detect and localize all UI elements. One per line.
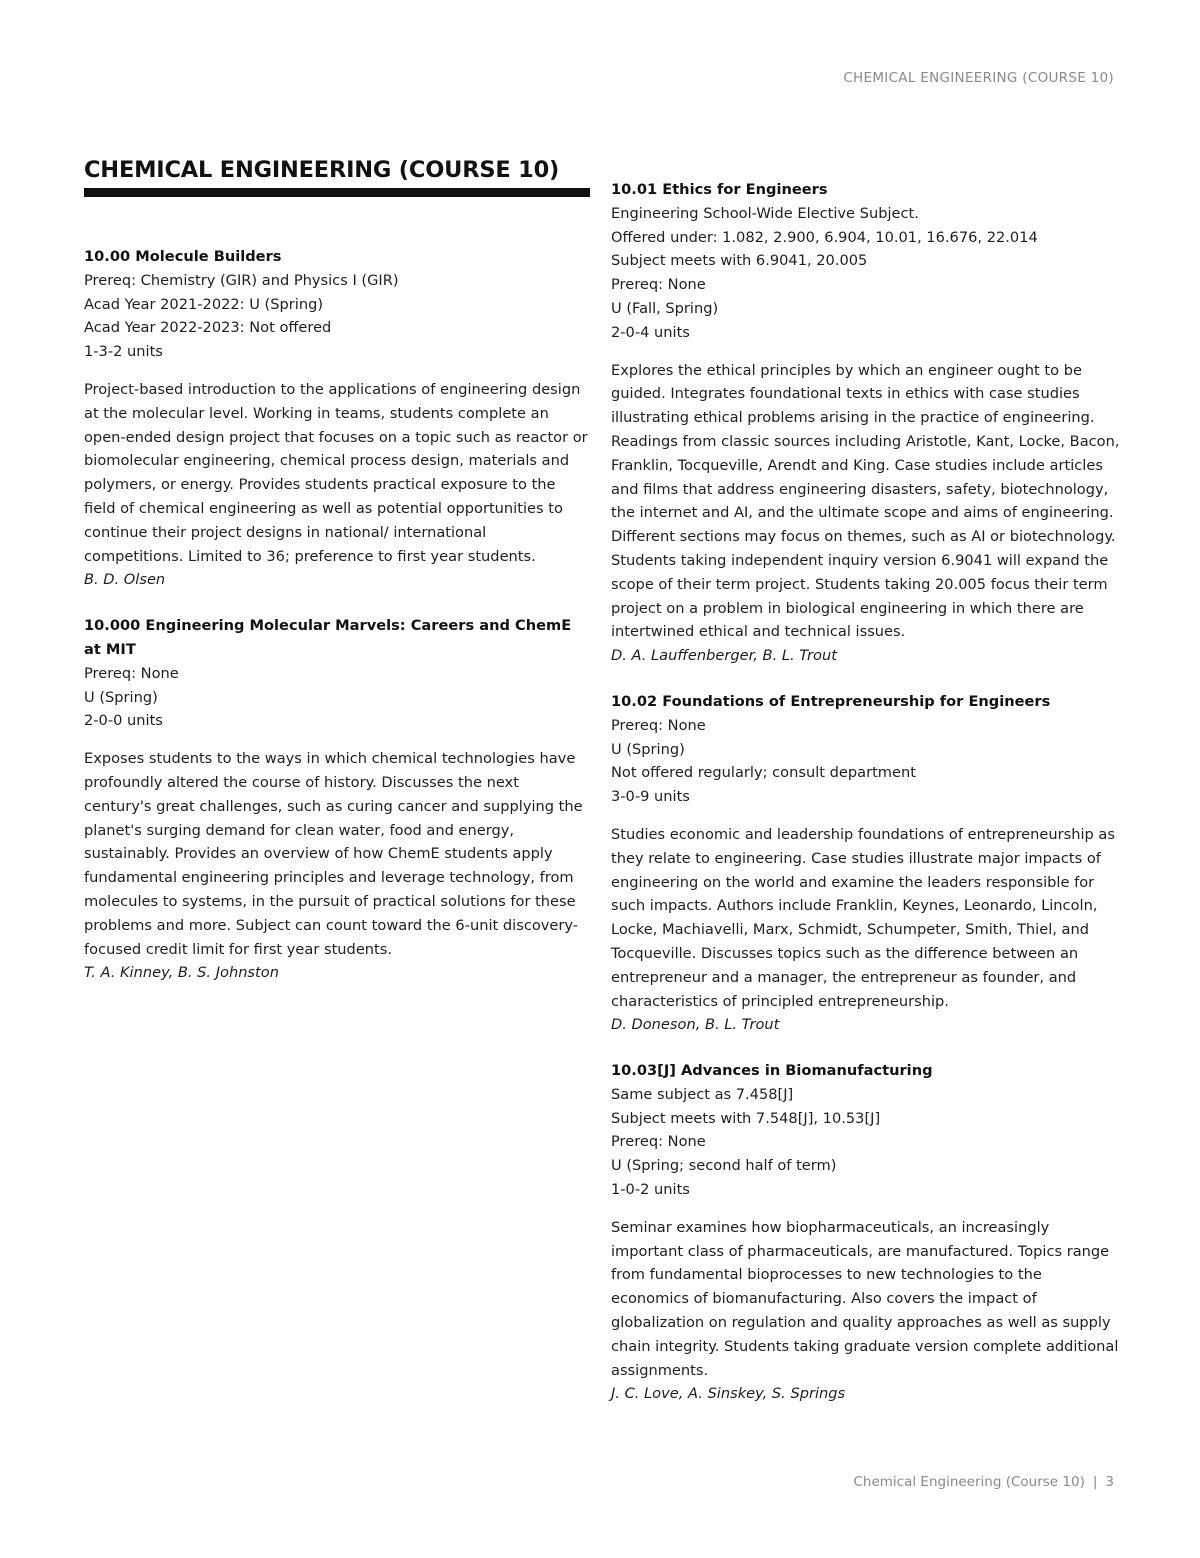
- course-units: 1-0-2 units: [611, 1181, 690, 1199]
- course-meta-line: Subject meets with 7.548[J], 10.53[J]: [611, 1109, 881, 1127]
- course-instructors: B. D. Olsen: [84, 571, 166, 589]
- course-meta-line: U (Spring): [611, 740, 685, 758]
- course-meta-line: Acad Year 2021-2022: U (Spring): [84, 295, 324, 313]
- course-title: 10.00 Molecule Builders: [84, 248, 282, 265]
- course-entry: [611, 1059, 1121, 1406]
- course-units: 2-0-4 units: [611, 323, 690, 341]
- running-header: CHEMICAL ENGINEERING (COURSE 10): [843, 70, 1114, 86]
- course-description: Seminar examines how biopharmaceuticals, an increasingly important class of pharmaceuticals, are manufactured. Topics range from fundamental bioprocesses to new technologies to the economics of biomanufacturing. Also covers the impact of globalization on regulation and quality approaches as well as supply chain integrity. Students taking graduate version complete additional assignments.: [611, 1218, 1119, 1379]
- course-entry: [84, 245, 590, 592]
- course-meta-line: Prereq: None: [84, 664, 179, 682]
- course-meta-line: Prereq: Chemistry (GIR) and Physics I (GIR): [84, 271, 399, 289]
- course-title: 10.03[J] Advances in Biomanufacturing: [611, 1062, 933, 1080]
- right-column: [611, 178, 1121, 1428]
- course-entry: [611, 178, 1121, 668]
- course-title: 10.000 Engineering Molecular Marvels: Careers and ChemE at MIT: [84, 617, 572, 658]
- course-meta-line: Prereq: None: [611, 276, 706, 294]
- course-meta-line: Prereq: None: [611, 716, 706, 734]
- course-description: Project-based introduction to the applications of engineering design at the molecular level. Working in teams, students complete an open-ended design project that focuses on a topic such as reactor or biomolecular engineering, chemical process design, materials and polymers, or energy. Provides students practical exposure to the field of chemical engineering as well as potential opportunities to continue their project designs in national/ international competitions. Limited to 36; preference to first year students.: [84, 380, 588, 565]
- course-description: Studies economic and leadership foundations of entrepreneurship as they relate to engineering. Case studies illustrate major impacts of engineering on the world and examine the leaders responsible for such impacts. Authors include Franklin, Keynes, Leonardo, Lincoln, Locke, Machiavelli, Marx, Schmidt, Schumpeter, Smith, Thiel, and Tocqueville. Discusses topics such as the difference between an entrepreneur and a manager, the entrepreneur as founder, and characteristics of principled entrepreneurship.: [611, 825, 1115, 1010]
- footer-separator: |: [1092, 1474, 1098, 1490]
- course-instructors: T. A. Kinney, B. S. Johnston: [84, 964, 279, 982]
- course-meta-line: Offered under: 1.082, 2.900, 6.904, 10.01, 16.676, 22.014: [611, 228, 1038, 246]
- course-meta-line: Acad Year 2022-2023: Not offered: [84, 319, 332, 337]
- course-instructors: J. C. Love, A. Sinskey, S. Springs: [611, 1385, 846, 1403]
- left-column: [84, 156, 590, 1007]
- course-meta-line: Same subject as 7.458[J]: [611, 1085, 794, 1103]
- course-meta-line: Prereq: None: [611, 1133, 706, 1151]
- course-title: 10.02 Foundations of Entrepreneurship for Engineers: [611, 692, 1051, 710]
- course-meta-line: U (Spring): [84, 688, 158, 706]
- title-rule: [84, 188, 590, 197]
- course-units: 1-3-2 units: [84, 343, 163, 361]
- course-title: 10.01 Ethics for Engineers: [611, 181, 828, 198]
- course-entry: [611, 690, 1121, 1037]
- footer-text: Chemical Engineering (Course 10): [853, 1474, 1085, 1490]
- course-instructors: D. Doneson, B. L. Trout: [611, 1016, 780, 1034]
- course-meta-line: Subject meets with 6.9041, 20.005: [611, 252, 868, 270]
- course-units: 2-0-0 units: [84, 712, 163, 730]
- course-meta-line: Engineering School-Wide Elective Subject.: [611, 204, 919, 222]
- course-description: Explores the ethical principles by which an engineer ought to be guided. Integrates foundational texts in ethics with case studies illustrating ethical problems arising in the practice of engineering. Readings from classic sources including Aristotle, Kant, Locke, Bacon, Franklin, Tocqueville, Arendt and King. Case studies include articles and films that address engineering disasters, safety, biotechnology, the internet and AI, and the ultimate scope and aims of engineering. Different sections may focus on themes, such as AI or biotechnology. Students taking independent inquiry version 6.9041 will expand the scope of their term project. Students taking 20.005 focus their term project on a problem in biological engineering in which there are intertwined ethical and technical issues.: [611, 361, 1120, 641]
- course-instructors: D. A. Lauffenberger, B. L. Trout: [611, 647, 837, 665]
- course-meta-line: Not offered regularly; consult department: [611, 764, 916, 782]
- page-footer: [853, 1474, 1114, 1490]
- course-meta-line: U (Fall, Spring): [611, 299, 719, 317]
- course-description: Exposes students to the ways in which chemical technologies have profoundly altered the course of history. Discusses the next century's great challenges, such as curing cancer and supplying the planet's surging demand for clean water, food and energy, sustainably. Provides an overview of how ChemE students apply fundamental engineering principles and leverage technology, from molecules to systems, in the pursuit of practical solutions for these problems and more. Subject can count toward the 6-unit discovery-focused credit limit for first year students.: [84, 750, 583, 958]
- page-title: CHEMICAL ENGINEERING (COURSE 10): [84, 157, 560, 183]
- course-meta-line: U (Spring; second half of term): [611, 1157, 837, 1175]
- course-units: 3-0-9 units: [611, 788, 690, 806]
- course-entry: [84, 614, 590, 985]
- page-number: 3: [1105, 1474, 1114, 1490]
